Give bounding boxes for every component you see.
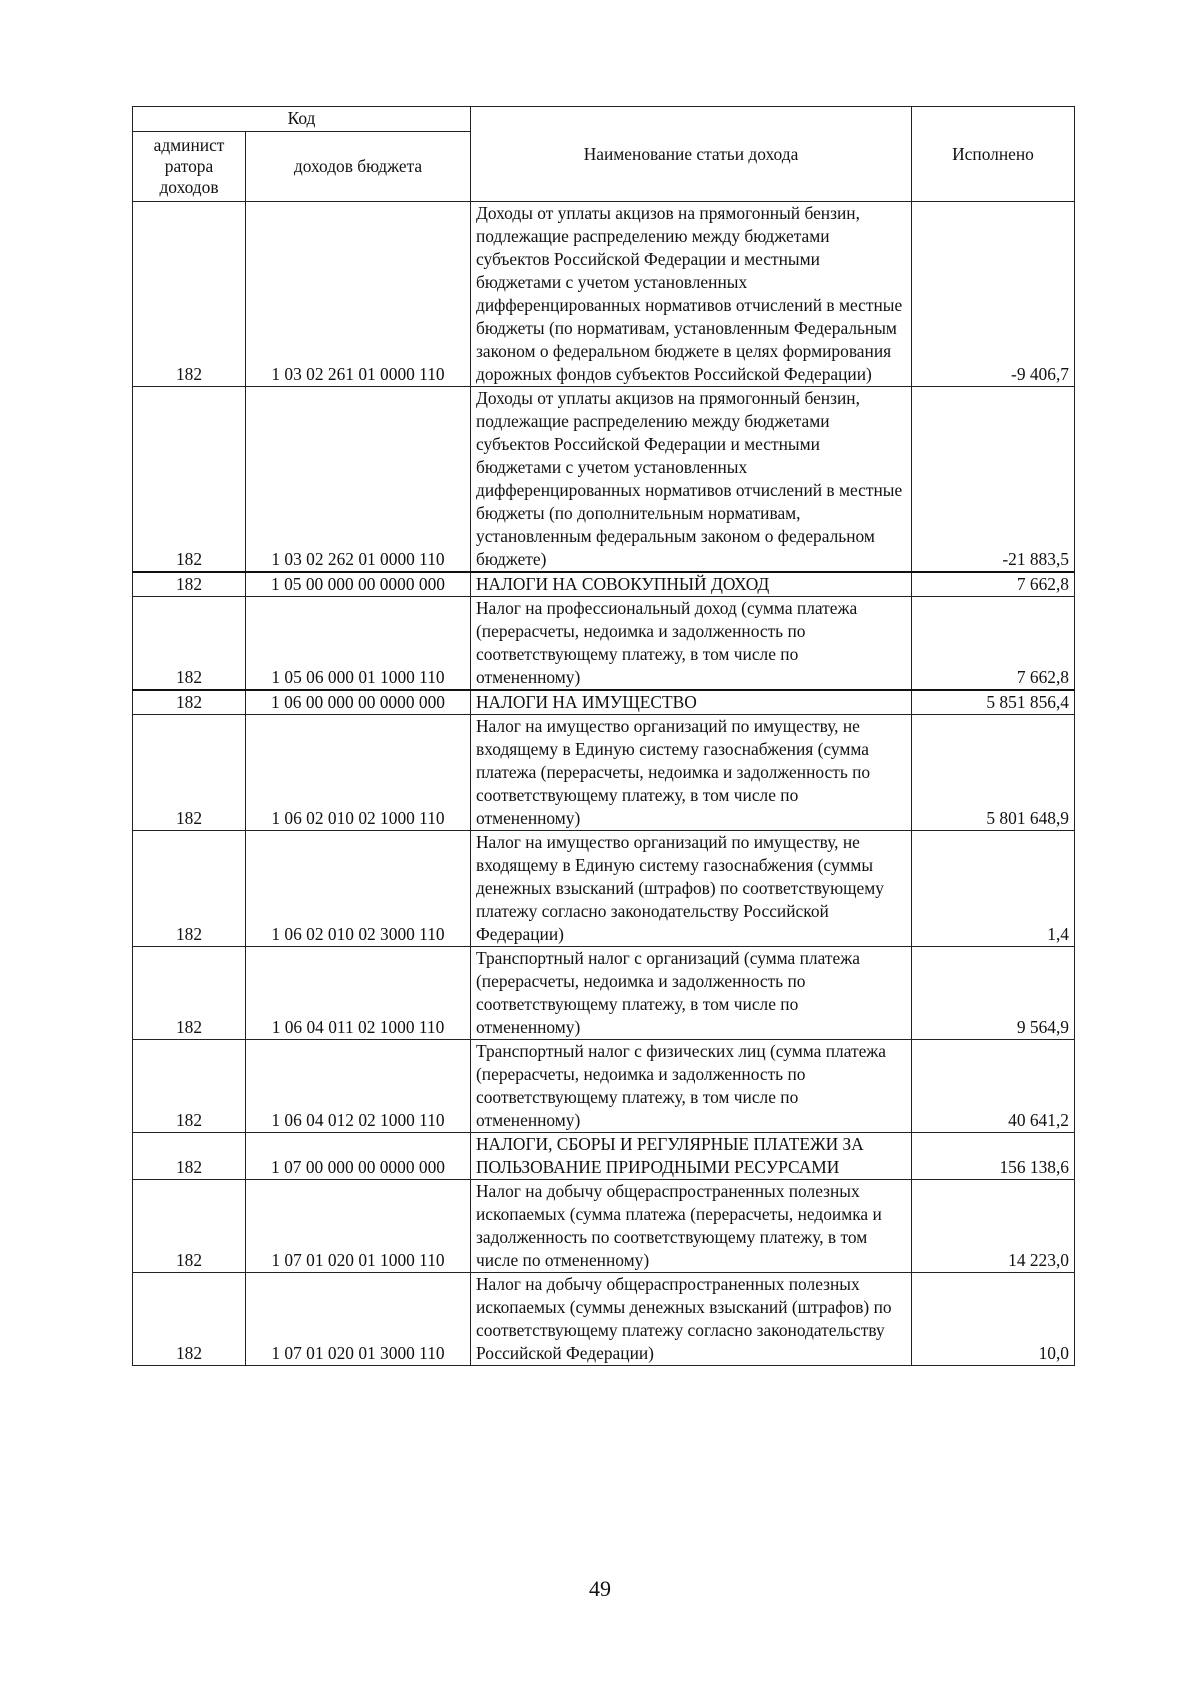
item-name: Налог на профессиональный доход (сумма платежа (перерасчеты, недоимка и задолженность по соответствующему платежу, в том числе по отмененному) bbox=[471, 597, 912, 691]
table-row bbox=[133, 1040, 1075, 1133]
amount: 10,0 bbox=[912, 1273, 1075, 1366]
item-name: НАЛОГИ НА ИМУЩЕСТВО bbox=[471, 690, 912, 715]
budget-code: 1 06 00 000 00 0000 000 bbox=[246, 690, 471, 715]
item-name: Налог на добычу общераспространенных полезных ископаемых (суммы денежных взысканий (штрафов) по соответствующему платежу согласно законодательству Российской Федерации) bbox=[471, 1273, 912, 1366]
amount: 7 662,8 bbox=[912, 572, 1075, 597]
budget-code: 1 06 02 010 02 1000 110 bbox=[246, 715, 471, 831]
amount: 156 138,6 bbox=[912, 1133, 1075, 1180]
table-row bbox=[133, 1273, 1075, 1366]
budget-code: 1 03 02 261 01 0000 110 bbox=[246, 202, 471, 387]
admin-code: 182 bbox=[133, 202, 246, 387]
page-number: 49 bbox=[589, 1576, 611, 1601]
budget-code: 1 07 01 020 01 1000 110 bbox=[246, 1180, 471, 1273]
table-row bbox=[133, 715, 1075, 831]
table-row bbox=[133, 572, 1075, 597]
amount: 1,4 bbox=[912, 831, 1075, 947]
amount: 14 223,0 bbox=[912, 1180, 1075, 1273]
item-name: Транспортный налог с организаций (сумма платежа (перерасчеты, недоимка и задолженность по соответствующему платежу, в том числе по отмененному) bbox=[471, 947, 912, 1040]
item-name: Налог на имущество организаций по имуществу, не входящему в Единую систему газоснабжения (суммы денежных взысканий (штрафов) по соответствующему платежу согласно законодательству Российской Федерации) bbox=[471, 831, 912, 947]
admin-code: 182 bbox=[133, 1133, 246, 1180]
table-row bbox=[133, 947, 1075, 1040]
table-row bbox=[133, 202, 1075, 387]
budget-code: 1 07 00 000 00 0000 000 bbox=[246, 1133, 471, 1180]
revenue-table bbox=[132, 106, 1075, 1366]
item-name: НАЛОГИ НА СОВОКУПНЫЙ ДОХОД bbox=[471, 572, 912, 597]
item-name: НАЛОГИ, СБОРЫ И РЕГУЛЯРНЫЕ ПЛАТЕЖИ ЗА ПОЛЬЗОВАНИЕ ПРИРОДНЫМИ РЕСУРСАМИ bbox=[471, 1133, 912, 1180]
header-budget-code: доходов бюджета bbox=[246, 132, 471, 202]
header-admin: админист ратора доходов bbox=[133, 132, 246, 202]
budget-code: 1 07 01 020 01 3000 110 bbox=[246, 1273, 471, 1366]
table-row bbox=[133, 831, 1075, 947]
header-executed: Исполнено bbox=[912, 107, 1075, 202]
header-code: Код bbox=[133, 107, 471, 132]
admin-code: 182 bbox=[133, 1273, 246, 1366]
table-row bbox=[133, 597, 1075, 691]
admin-code: 182 bbox=[133, 387, 246, 573]
item-name: Налог на имущество организаций по имуществу, не входящему в Единую систему газоснабжения (сумма платежа (перерасчеты, недоимка и задолженность по соответствующему платежу, в том числе по отмененному) bbox=[471, 715, 912, 831]
table-row bbox=[133, 1133, 1075, 1180]
admin-code: 182 bbox=[133, 597, 246, 691]
item-name: Налог на добычу общераспространенных полезных ископаемых (сумма платежа (перерасчеты, недоимка и задолженность по соответствующему платежу, в том числе по отмененному) bbox=[471, 1180, 912, 1273]
admin-code: 182 bbox=[133, 1040, 246, 1133]
header-name: Наименование статьи дохода bbox=[471, 107, 912, 202]
admin-code: 182 bbox=[133, 690, 246, 715]
item-name: Транспортный налог с физических лиц (сумма платежа (перерасчеты, недоимка и задолженность по соответствующему платежу, в том числе по отмененному) bbox=[471, 1040, 912, 1133]
amount: -21 883,5 bbox=[912, 387, 1075, 573]
amount: 40 641,2 bbox=[912, 1040, 1075, 1133]
amount: -9 406,7 bbox=[912, 202, 1075, 387]
budget-code: 1 05 00 000 00 0000 000 bbox=[246, 572, 471, 597]
admin-code: 182 bbox=[133, 947, 246, 1040]
table-row bbox=[133, 1180, 1075, 1273]
budget-code: 1 06 04 012 02 1000 110 bbox=[246, 1040, 471, 1133]
amount: 5 851 856,4 bbox=[912, 690, 1075, 715]
admin-code: 182 bbox=[133, 1180, 246, 1273]
budget-code: 1 06 04 011 02 1000 110 bbox=[246, 947, 471, 1040]
table-row bbox=[133, 690, 1075, 715]
budget-code: 1 06 02 010 02 3000 110 bbox=[246, 831, 471, 947]
amount: 7 662,8 bbox=[912, 597, 1075, 691]
budget-code: 1 05 06 000 01 1000 110 bbox=[246, 597, 471, 691]
table-row bbox=[133, 387, 1075, 573]
admin-code: 182 bbox=[133, 831, 246, 947]
budget-code: 1 03 02 262 01 0000 110 bbox=[246, 387, 471, 573]
item-name: Доходы от уплаты акцизов на прямогонный бензин, подлежащие распределению между бюджетами субъектов Российской Федерации и местными бюджетами с учетом установленных дифференцированных нормативов отчислений в местные бюджеты (по дополнительным нормативам, установленным федеральным законом о федеральном бюджете) bbox=[471, 387, 912, 573]
admin-code: 182 bbox=[133, 715, 246, 831]
item-name: Доходы от уплаты акцизов на прямогонный бензин, подлежащие распределению между бюджетами субъектов Российской Федерации и местными бюджетами с учетом установленных дифференцированных нормативов отчислений в местные бюджеты (по нормативам, установленным Федеральным законом о федеральном бюджете в целях формирования дорожных фондов субъектов Российской Федерации) bbox=[471, 202, 912, 387]
amount: 5 801 648,9 bbox=[912, 715, 1075, 831]
amount: 9 564,9 bbox=[912, 947, 1075, 1040]
admin-code: 182 bbox=[133, 572, 246, 597]
